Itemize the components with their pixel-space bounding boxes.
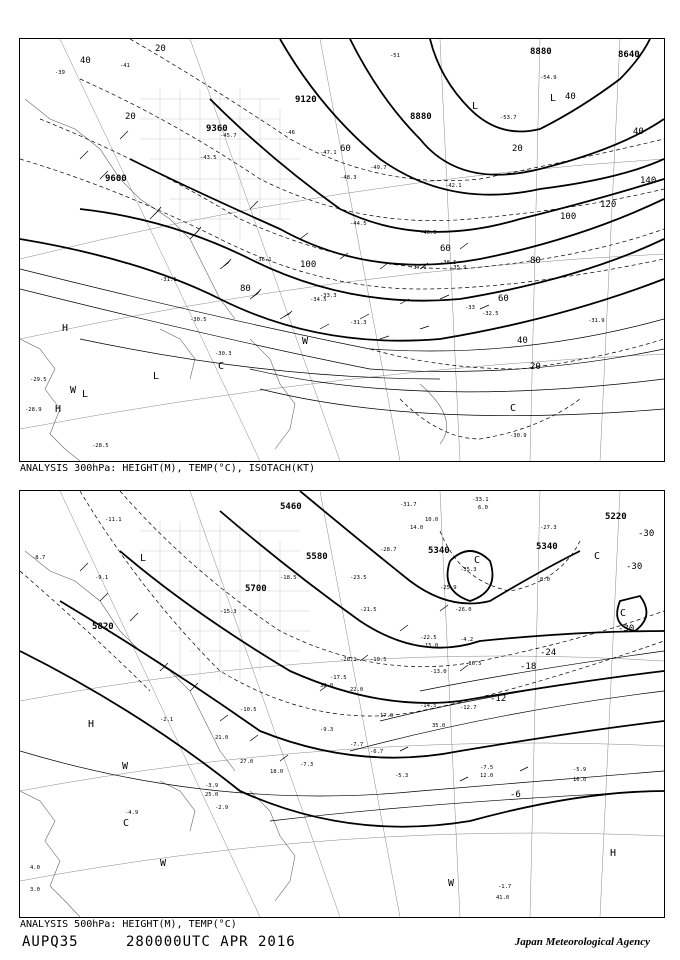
center-label: H: [610, 848, 617, 859]
obs-value: -3.9: [205, 783, 219, 789]
obs-value: -5.3: [395, 773, 409, 779]
coastlines: [20, 551, 295, 917]
wind-barbs: [80, 563, 528, 781]
temp-obs: -31.1: [160, 277, 177, 283]
height-label: 5700: [245, 584, 267, 594]
obs-value: -4.2: [460, 637, 474, 643]
chart-code: AUPQ35: [22, 934, 79, 950]
obs-value: -7.3: [300, 762, 314, 768]
temp-obs: -30.9: [510, 433, 527, 439]
obs-aux: 12.0: [480, 773, 494, 779]
isotach-label: 20: [530, 362, 541, 372]
temp-line-label: -18: [520, 662, 537, 672]
obs-aux: 35.0: [432, 723, 446, 729]
isotach-label: 40: [565, 92, 576, 102]
center-label: W: [70, 385, 77, 396]
temp-obs: -46: [285, 130, 295, 136]
isotach-label: 20: [512, 144, 523, 154]
temp-obs: -37.1: [410, 265, 427, 271]
height-label: 8880: [410, 112, 432, 122]
obs-aux: 8.0: [540, 577, 550, 583]
temp-obs: -42.1: [445, 183, 462, 189]
obs-value: -23.5: [350, 575, 367, 581]
valid-time: 280000UTC APR 2016: [126, 934, 296, 950]
isotach-label: 80: [240, 284, 251, 294]
analysis-500hpa-map: [19, 490, 665, 918]
obs-aux: 30.0: [320, 683, 334, 689]
temp-obs: -35.9: [450, 265, 467, 271]
height-label: 9120: [295, 95, 317, 105]
caption-300hpa: ANALYSIS 300hPa: HEIGHT(M), TEMP(°C), ISOTACH(KT): [20, 463, 316, 474]
isotach-label: 40: [633, 127, 644, 137]
height-label: 5820: [92, 622, 114, 632]
isotach-label: 100: [560, 212, 577, 222]
obs-value: -16.5: [465, 661, 482, 667]
center-label: L: [82, 389, 89, 400]
temp-obs: -39: [55, 70, 65, 76]
temp-obs: -34.5: [310, 297, 327, 303]
temp-obs: -36.1: [255, 257, 272, 263]
temp-obs: -45.7: [220, 133, 237, 139]
height-label: 5580: [306, 552, 328, 562]
temp-obs: -48.3: [340, 175, 357, 181]
isotach-label: 100: [300, 260, 317, 270]
center-label: W: [302, 336, 309, 347]
terrain-shading: [140, 89, 300, 239]
obs-value: -2.9: [215, 805, 229, 811]
height-label: 5460: [280, 502, 302, 512]
temp-line-label: -30: [626, 562, 643, 572]
obs-value: -19.5: [370, 657, 387, 663]
temp-line-label: -24: [540, 648, 557, 658]
obs-value: -1.7: [498, 884, 512, 890]
obs-aux: 18.0: [270, 769, 284, 775]
obs-value: -4.9: [125, 810, 139, 816]
obs-aux: 4.0: [30, 865, 40, 871]
map-300hpa-svg: [20, 39, 664, 461]
obs-value: -22.5: [420, 635, 437, 641]
center-label: W: [122, 761, 129, 772]
obs-value: -9.3: [320, 727, 334, 733]
obs-value: -10.5: [240, 707, 257, 713]
obs-aux: 25.0: [205, 792, 219, 798]
center-label: W: [448, 878, 455, 889]
temp-obs: -28.5: [92, 443, 109, 449]
obs-value: -21.5: [360, 607, 377, 613]
height-label: 5340: [536, 542, 558, 552]
temp-line-label: -12: [490, 694, 507, 704]
center-label: L: [153, 371, 160, 382]
agency-name: Japan Meteorological Agency: [514, 936, 650, 948]
center-label: C: [218, 361, 225, 372]
center-label: H: [62, 323, 69, 334]
obs-value: -26.0: [455, 607, 472, 613]
obs-value: -33.1: [472, 497, 489, 503]
obs-aux: 3.0: [30, 887, 40, 893]
obs-value: -14.5: [420, 703, 437, 709]
coastlines: [20, 99, 447, 461]
temp-obs: -31.9: [588, 318, 605, 324]
obs-aux: 14.0: [410, 525, 424, 531]
obs-value: -5.9: [573, 767, 587, 773]
temp-obs: -47.1: [320, 150, 337, 156]
obs-aux: 15.0: [425, 643, 439, 649]
obs-value: -9.1: [95, 575, 109, 581]
obs-value: -31.7: [400, 502, 417, 508]
obs-value: -20.1: [340, 657, 357, 663]
center-label: L: [472, 101, 479, 112]
center-label: C: [474, 555, 481, 566]
temp-obs: -49.7: [370, 165, 387, 171]
obs-value: -35.3: [460, 567, 477, 573]
temp-obs: -43.5: [200, 155, 217, 161]
center-label: L: [140, 553, 147, 564]
height-label: 9360: [206, 124, 228, 134]
center-label: H: [55, 404, 62, 415]
obs-value: -12.7: [460, 705, 477, 711]
temp-obs: -38.5: [440, 260, 457, 266]
height-label: 8880: [530, 47, 552, 57]
center-label: W: [160, 858, 167, 869]
center-label: C: [594, 551, 601, 562]
height-label: 9600: [105, 174, 127, 184]
center-label: C: [123, 818, 130, 829]
isotach-label: 80: [530, 256, 541, 266]
temp-obs: -33: [465, 305, 475, 311]
obs-value: -7.5: [480, 765, 494, 771]
temp-line-label: -6: [510, 790, 521, 800]
obs-aux: 17.0: [380, 713, 394, 719]
obs-value: -18.5: [280, 575, 297, 581]
graticule: [20, 39, 664, 461]
obs-value: -8.7: [32, 555, 46, 561]
temp-obs: -32.5: [482, 311, 499, 317]
map-500hpa-svg: [20, 491, 664, 917]
obs-value: -2.1: [160, 717, 174, 723]
temp-obs: -30.5: [190, 317, 207, 323]
temp-obs: -30.3: [215, 351, 232, 357]
pressure-centers: [55, 93, 556, 415]
obs-aux: 6.0: [478, 505, 488, 511]
obs-value: -15.3: [220, 609, 237, 615]
temp-obs: -53.7: [500, 115, 517, 121]
caption-500hpa: ANALYSIS 500hPa: HEIGHT(M), TEMP(°C): [20, 919, 237, 930]
isotach-label: 60: [498, 294, 509, 304]
isotach-label: 120: [600, 200, 617, 210]
temp-line-label: -30: [638, 529, 655, 539]
obs-aux: 21.0: [215, 735, 229, 741]
isotach-label: 40: [80, 56, 91, 66]
temp-obs: -28.9: [25, 407, 42, 413]
obs-value: -28.7: [380, 547, 397, 553]
temp-obs: -40.5: [420, 230, 437, 236]
center-label: C: [620, 608, 627, 619]
height-label: 8640: [618, 50, 640, 60]
obs-aux: 16.0: [573, 777, 587, 783]
temp-line-label: -30: [618, 624, 635, 634]
temp-obs: -44.5: [350, 221, 367, 227]
temp-obs: -51: [390, 53, 400, 59]
height-contours: [20, 39, 664, 341]
isotach-label: 20: [155, 44, 166, 54]
temp-obs: -41: [120, 63, 130, 69]
isotach-label: 60: [440, 244, 451, 254]
temp-obs: -33.3: [320, 293, 337, 299]
isotach-label: 140: [640, 176, 657, 186]
center-label: L: [550, 93, 557, 104]
obs-value: -11.1: [105, 517, 122, 523]
center-label: C: [510, 403, 517, 414]
obs-value: -6.7: [370, 749, 384, 755]
isotach-label: 20: [125, 112, 136, 122]
obs-value: -27.3: [540, 525, 557, 531]
isotach-label: 40: [517, 336, 528, 346]
obs-aux: 27.0: [240, 759, 254, 765]
obs-value: -25.9: [440, 585, 457, 591]
isotach-labels: [80, 44, 656, 372]
obs-value: -17.5: [330, 675, 347, 681]
temp-obs: -54.9: [540, 75, 557, 81]
obs-aux: 22.0: [350, 687, 364, 693]
terrain-shading: [140, 521, 310, 681]
temp-obs: -29.5: [30, 377, 47, 383]
obs-value: -7.7: [350, 742, 364, 748]
isotach-label: 60: [340, 144, 351, 154]
obs-value: -13.0: [430, 669, 447, 675]
height-label: 5340: [428, 546, 450, 556]
temp-obs: -31.3: [350, 320, 367, 326]
obs-aux: 10.0: [425, 517, 439, 523]
height-label: 5220: [605, 512, 627, 522]
center-label: H: [88, 719, 95, 730]
obs-aux: 41.0: [496, 895, 510, 901]
analysis-300hpa-map: [19, 38, 665, 462]
